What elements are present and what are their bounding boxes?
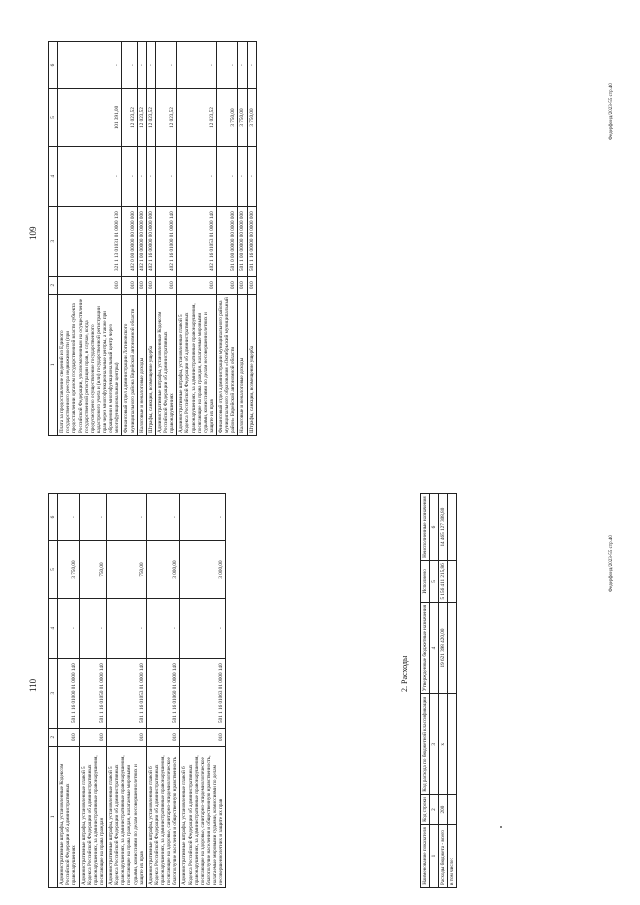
table-cell bbox=[448, 795, 457, 825]
table-cell bbox=[448, 494, 457, 561]
table-cell: 501 1 00 00000 00 0000 000 bbox=[238, 206, 247, 276]
page-footer: Федерфонд/2023-55 стр.40 bbox=[609, 83, 614, 140]
col-header: 3 bbox=[49, 206, 58, 276]
table-cell: 750,00 bbox=[107, 541, 147, 599]
section-title: 2. Расходы bbox=[400, 655, 409, 692]
page-109 bbox=[0, 0, 640, 452]
table-cell: 200 bbox=[439, 795, 448, 825]
table-cell: - bbox=[58, 146, 122, 206]
col-number: 2 bbox=[430, 795, 439, 825]
table-cell: 010 bbox=[155, 276, 176, 294]
table-cell: Штрафы, санкции, возмещение ущерба bbox=[146, 294, 155, 435]
table-cell: Административные штрафы, установленные главой 6 Кодекса Российской Федерации об административных правонарушениях, за административные правонарушения, посягающие на здоровье, санитарно-эпидемиологическое благополучие населения и общественную нравственность bbox=[146, 746, 180, 887]
table-cell bbox=[448, 694, 457, 795]
col-header: 2 bbox=[49, 728, 58, 746]
table-cell: - bbox=[146, 146, 155, 206]
table-number-row bbox=[430, 494, 439, 888]
table-cell: в том числе: bbox=[448, 825, 457, 888]
col-number: 1 bbox=[430, 825, 439, 888]
table-cell: 501 1 16 00000 00 0000 000 bbox=[247, 206, 256, 276]
table-cell: - bbox=[177, 42, 217, 89]
col-header: 6 bbox=[49, 494, 58, 541]
table-cell: - bbox=[58, 494, 79, 541]
col-header: Код расхода по бюджетной классификации bbox=[421, 694, 430, 795]
table-cell: 501 1 16 01060 01 0000 140 bbox=[146, 658, 180, 728]
table-cell: - bbox=[146, 42, 155, 89]
expenses-table bbox=[420, 493, 457, 888]
table-cell: - bbox=[180, 494, 226, 541]
table-cell: Административные штрафы, установленные главой 6 Кодекса Российской Федерации об административных правонарушениях, за административные правонарушения, посягающие на здоровье, санитарно-эпидемиологическое благополучие населения и общественную нравственность, налагаемые мировыми судьями, комиссиями по делам несовершеннолетних и защите их прав bbox=[180, 746, 226, 887]
col-header: Код строки bbox=[421, 795, 430, 825]
table-cell: Финансовый отдел администрации муниципального района муниципального образования «Октябрьский муниципальный район» Еврейской автономной области bbox=[217, 294, 238, 435]
table-cell: 3 750,00 bbox=[247, 89, 256, 147]
table-cell: 010 bbox=[146, 276, 155, 294]
table-cell: 5 156 411 215,86 bbox=[439, 561, 448, 602]
revenue-table-109 bbox=[48, 41, 257, 436]
table-cell: 3 750,00 bbox=[58, 541, 79, 599]
col-header: 3 bbox=[49, 658, 58, 728]
table-row bbox=[177, 42, 217, 436]
col-header: 2 bbox=[49, 276, 58, 294]
table-row bbox=[107, 494, 147, 888]
table-row bbox=[238, 42, 247, 436]
table-cell: Расходы бюджета - всего bbox=[439, 825, 448, 888]
table-cell: 12 023,52 bbox=[122, 89, 137, 147]
table-cell: 010 bbox=[177, 276, 217, 294]
table-cell: 402 1 16 01053 01 0000 140 bbox=[177, 206, 217, 276]
table-cell: - bbox=[177, 146, 217, 206]
table-cell: 501 0 00 00000 00 0000 000 bbox=[217, 206, 238, 276]
table-cell: - bbox=[79, 598, 107, 658]
table-cell: 402 0 00 00000 00 0000 000 bbox=[122, 206, 137, 276]
table-cell: 010 bbox=[58, 276, 122, 294]
table-cell: 402 1 16 01000 01 0000 140 bbox=[155, 206, 176, 276]
col-header: 4 bbox=[49, 146, 58, 206]
table-cell: 12 023,52 bbox=[146, 89, 155, 147]
table-header-row bbox=[49, 494, 58, 888]
table-cell: 010 bbox=[58, 728, 79, 746]
table-row bbox=[439, 494, 448, 888]
table-cell: 3 000,00 bbox=[180, 541, 226, 599]
table-row bbox=[58, 494, 79, 888]
table-cell: Административные штрафы, установленные главой 5 Кодекса Российской Федерации об административных правонарушениях, за административные правонарушения, посягающие на права граждан, налагаемые мировыми судьями, комиссиями по делам несовершеннолетних и защите их прав bbox=[177, 294, 217, 435]
table-cell: 010 bbox=[146, 728, 180, 746]
table-cell: Административные штрафы, установленные главой 5 Кодекса Российской Федерации об административных правонарушениях, за административные правонарушения, посягающие на права граждан bbox=[79, 746, 107, 887]
table-cell: 501 1 16 01063 01 0000 140 bbox=[180, 658, 226, 728]
table-cell: - bbox=[155, 146, 176, 206]
table-cell: - bbox=[137, 146, 146, 206]
page-number: 110 bbox=[28, 678, 38, 692]
table-cell: Административные штрафы, установленные главой 5 Кодекса Российской Федерации об административных правонарушениях, за административные правонарушения, посягающие на права граждан, налагаемые мировыми судьями, комиссиями по делам несовершеннолетних и защите их прав bbox=[107, 746, 147, 887]
scan-speck bbox=[500, 826, 502, 828]
table-row bbox=[58, 42, 122, 436]
col-header: Утвержденные бюджетные назначения bbox=[421, 602, 430, 694]
col-number: 4 bbox=[430, 602, 439, 694]
col-header: 1 bbox=[49, 746, 58, 887]
table-cell: 14 465 127 308,80 bbox=[439, 494, 448, 561]
table-cell: 501 1 16 01000 01 0000 140 bbox=[58, 658, 79, 728]
revenue-table-110 bbox=[48, 493, 226, 888]
page-110 bbox=[0, 452, 640, 904]
col-header: 6 bbox=[49, 42, 58, 89]
table-cell: - bbox=[58, 42, 122, 89]
table-cell: - bbox=[217, 42, 238, 89]
table-cell: - bbox=[137, 42, 146, 89]
table-cell: - bbox=[247, 146, 256, 206]
table-cell: 402 1 16 00000 00 0000 000 bbox=[146, 206, 155, 276]
table-cell: 501 1 16 01050 01 0000 140 bbox=[79, 658, 107, 728]
table-cell: - bbox=[58, 598, 79, 658]
table-cell: - bbox=[107, 494, 147, 541]
table-cell: Налоговые и неналоговые доходы bbox=[238, 294, 247, 435]
table-row bbox=[137, 42, 146, 436]
col-header: 4 bbox=[49, 598, 58, 658]
table-header-row bbox=[49, 42, 58, 436]
table-cell: - bbox=[180, 598, 226, 658]
table-cell: 402 1 00 00000 00 0000 000 bbox=[137, 206, 146, 276]
table-row bbox=[217, 42, 238, 436]
table-cell: - bbox=[146, 598, 180, 658]
col-header: 1 bbox=[49, 294, 58, 435]
table-row bbox=[448, 494, 457, 888]
table-row bbox=[247, 42, 256, 436]
table-cell: 010 bbox=[180, 728, 226, 746]
col-header: Неисполненные назначения bbox=[421, 494, 430, 561]
table-cell: 3 000,00 bbox=[146, 541, 180, 599]
table-cell: - bbox=[146, 494, 180, 541]
col-header: Исполнено bbox=[421, 561, 430, 602]
page-110-content bbox=[20, 472, 620, 892]
page-number: 109 bbox=[28, 226, 38, 240]
table-cell: x bbox=[439, 694, 448, 795]
page-109-content bbox=[20, 20, 620, 440]
table-cell: 501 1 16 01053 01 0000 140 bbox=[107, 658, 147, 728]
table-cell: 010 bbox=[247, 276, 256, 294]
table-cell: 750,00 bbox=[79, 541, 107, 599]
table-row bbox=[180, 494, 226, 888]
table-cell: - bbox=[79, 494, 107, 541]
table-cell: Налоговые и неналоговые доходы bbox=[137, 294, 146, 435]
table-cell: 010 bbox=[122, 276, 137, 294]
table-cell bbox=[448, 602, 457, 694]
table-cell: 3 750,00 bbox=[238, 89, 247, 147]
table-cell: - bbox=[107, 598, 147, 658]
col-number: 6 bbox=[430, 494, 439, 561]
table-header-row bbox=[421, 494, 430, 888]
table-cell: 12 023,52 bbox=[155, 89, 176, 147]
table-cell: 3 750,00 bbox=[217, 89, 238, 147]
table-cell: - bbox=[217, 146, 238, 206]
table-cell: - bbox=[122, 42, 137, 89]
table-cell: - bbox=[247, 42, 256, 89]
table-cell: 12 023,52 bbox=[177, 89, 217, 147]
table-row bbox=[155, 42, 176, 436]
table-cell bbox=[448, 561, 457, 602]
table-row bbox=[146, 42, 155, 436]
table-cell: - bbox=[238, 146, 247, 206]
table-cell: 12 023,52 bbox=[137, 89, 146, 147]
table-cell: Штрафы, санкции, возмещение ущерба bbox=[247, 294, 256, 435]
table-row bbox=[79, 494, 107, 888]
page-footer: Федерфонд/2023-55 стр.40 bbox=[609, 535, 614, 592]
table-cell: Плата за предоставление сведений из Единого государственного реестра недвижимости (при предоставлении органом государственной власти субъекта Российской Федерации, уполномоченным на осуществление государственной регистрации прав, в случае, когда предусмотрено осуществление государственного кадастрового учета и (или) государственной регистрации прав через многофункциональные центры, а также при обращении в многофункциональный центр через многофункциональные центры) bbox=[58, 294, 122, 435]
table-cell: 010 bbox=[107, 728, 147, 746]
table-cell: - bbox=[238, 42, 247, 89]
table-row bbox=[122, 42, 137, 436]
table-cell: 19 621 398 420,00 bbox=[439, 602, 448, 694]
col-number: 5 bbox=[430, 561, 439, 602]
col-header: Наименование показателя bbox=[421, 825, 430, 888]
table-cell: 010 bbox=[137, 276, 146, 294]
table-row bbox=[146, 494, 180, 888]
table-cell: - bbox=[155, 42, 176, 89]
table-cell: Административные штрафы, установленные Кодексом Российской Федерации об административных правонарушениях bbox=[155, 294, 176, 435]
table-cell: 101 391,00 bbox=[58, 89, 122, 147]
table-cell: 010 bbox=[79, 728, 107, 746]
col-header: 5 bbox=[49, 541, 58, 599]
table-cell: 010 bbox=[217, 276, 238, 294]
table-cell: 010 bbox=[238, 276, 247, 294]
col-number: 3 bbox=[430, 694, 439, 795]
table-cell: - bbox=[122, 146, 137, 206]
table-cell: Финансовый отдел администрации Логиновского муниципального района Еврейской автономной области bbox=[122, 294, 137, 435]
col-header: 5 bbox=[49, 89, 58, 147]
table-cell: Административные штрафы, установленные Кодексом Российской Федерации об административных правонарушениях bbox=[58, 746, 79, 887]
table-cell: 321 1 13 01031 01 0000 130 bbox=[58, 206, 122, 276]
